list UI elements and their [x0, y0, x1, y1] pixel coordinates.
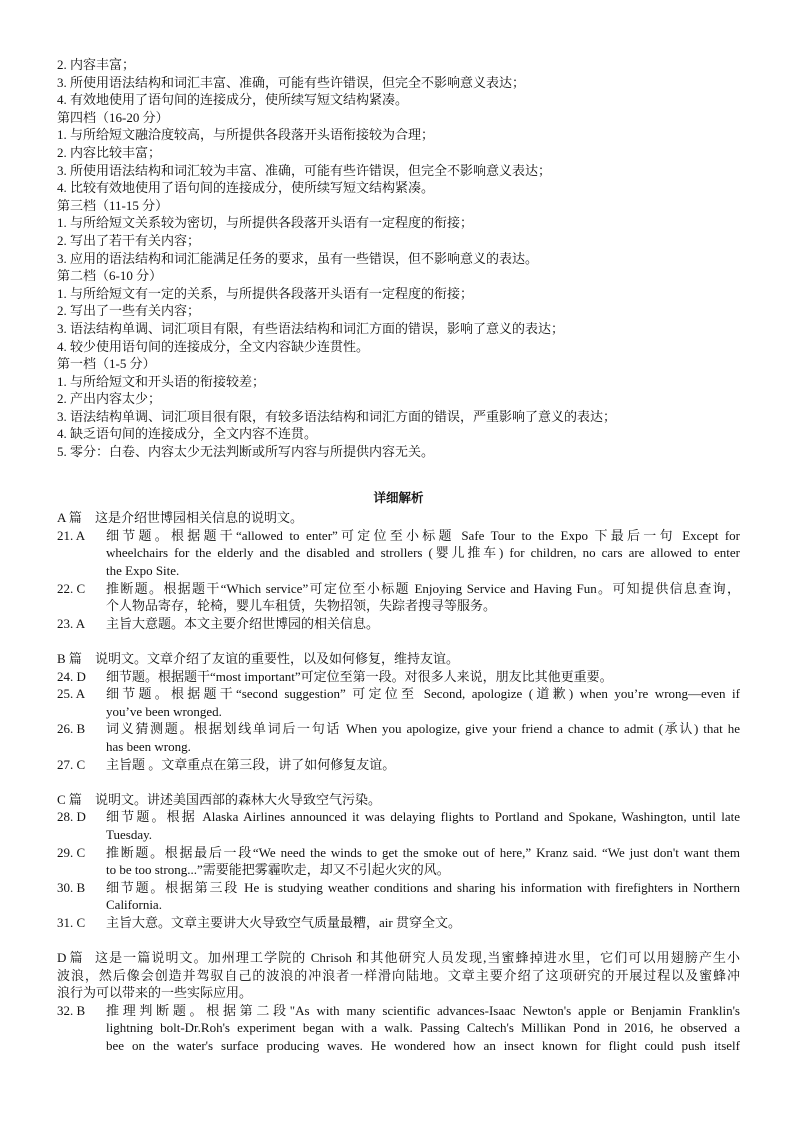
rubric-line: 4. 有效地使用了语句间的连接成分，使所续写短文结构紧凑。: [57, 92, 409, 108]
rubric-line: 2. 写出了若干有关内容；: [57, 232, 201, 248]
rubric-line: 4. 比较有效地使用了语句间的连接成分，使所续写短文结构紧凑。: [57, 180, 435, 196]
rubric-line: 4. 缺乏语句间的连接成分，全文内容不连贯。: [57, 426, 318, 442]
answer-item: [57, 808, 740, 843]
answer-text: California.: [106, 897, 162, 913]
answer-item: [57, 756, 740, 774]
answer-item: [57, 685, 740, 720]
answer-number: 32. B: [57, 1002, 86, 1018]
answer-number: 22. C: [57, 580, 86, 596]
passage-b-intro: [57, 650, 740, 668]
answer-item: [57, 1002, 740, 1055]
rubric-line: 1. 与所给短文融洽度较高，与所提供各段落开头语衔接较为合理；: [57, 127, 435, 143]
rubric-line: 2. 产出内容太少；: [57, 391, 162, 407]
passage-label: A 篇: [57, 510, 82, 526]
answer-item: [57, 844, 740, 879]
rubric-line: 4. 较少使用语句间的连接成分，全文内容缺少连贯性。: [57, 338, 370, 354]
passage-summary: 说明文。讲述美国西部的森林大火导致空气污染。: [95, 791, 382, 807]
rubric-line: 3. 所使用语法结构和词汇较为丰富、准确，可能有些许错误，但完全不影响意义表达；: [57, 162, 552, 178]
rubric-level-heading: 第四档（16-20 分）: [57, 109, 169, 125]
passage-label: C 篇: [57, 791, 82, 807]
answer-number: 27. C: [57, 756, 86, 772]
answer-text: 细节题。根据题干“allowed to enter”可定位至小标题 Safe Tour to the Expo 下最后一句 Except for: [106, 527, 740, 543]
answer-text: 细节题。根据题干“second suggestion” 可定位至 Second, apologize (道歉) when you’re wrong—even if: [106, 686, 740, 702]
answer-text: wheelchairs for the elderly and the disabled and strollers (婴儿推车) for children, no cars are allowed to enter: [106, 545, 740, 561]
answer-text: 主旨大意。文章主要讲大火导致空气质量最糟，air 贯穿全文。: [106, 914, 461, 930]
rubric-line: 1. 与所给短文和开头语的衔接较差；: [57, 373, 266, 389]
passage-label: B 篇: [57, 651, 82, 666]
rubric-line: 1. 与所给短文关系较为密切，与所提供各段落开头语有一定程度的衔接；: [57, 215, 474, 231]
passage-c-intro: [57, 791, 740, 809]
answer-number: 31. C: [57, 914, 86, 930]
passage-summary: 波浪，然后像会创造并驾驭自己的波浪的冲浪者一样滑向陆地。文章主要介绍了这项研究的开展过程以及蜜蜂冲: [57, 967, 740, 983]
answer-number: 30. B: [57, 879, 86, 895]
rubric-level-heading: 第一档（1-5 分）: [57, 356, 156, 372]
rubric-line: 2. 内容比较丰富；: [57, 144, 162, 160]
answer-number: 29. C: [57, 844, 86, 860]
section-title: 详细解析: [373, 489, 424, 505]
answer-item: [57, 527, 740, 580]
answer-number: 28. D: [57, 809, 86, 825]
answer-number: 21. A: [57, 527, 86, 543]
rubric-line: 3. 语法结构单调、词汇项目很有限，有较多语法结构和词汇方面的错误，严重影响了意义的表达；: [57, 408, 617, 424]
answer-text: 推断题。根据题干“Which service”可定位至小标题 Enjoying Service and Having Fun。可知提供信息查询，: [106, 580, 740, 596]
rubric-level-heading: 第三档（11-15 分）: [57, 197, 169, 213]
passage-summary: 浪行为可以带来的一些实际应用。: [57, 985, 253, 1001]
passage-summary: 说明文。文章介绍了友谊的重要性，以及如何修复，维持友谊。: [95, 651, 460, 666]
answer-text: 推理判断题。根据第二段"As with many scientific advances-Isaac Newton's apple or Benjamin Franklin's: [106, 1002, 740, 1018]
answer-text: lightning bolt-Dr.Roh's experiment began with a walk. Passing Caltech's Millikan Pond in 2016, he observed a: [106, 1020, 740, 1036]
answer-text: 细节题。根据第三段 He is studying weather conditions and sharing his information with firefighters in Northern: [106, 879, 740, 895]
answer-text: has been wrong.: [106, 738, 191, 754]
answer-text: you’ve been wronged.: [106, 703, 222, 719]
rubric-line: 2. 内容丰富；: [57, 57, 136, 72]
document-page: [57, 56, 740, 1055]
answer-text: to be too strong...”需要能把雾霾吹走，却又不引起火灾的风。: [106, 862, 450, 878]
passage-summary: 这是一篇说明文。加州理工学院的 Chrisoh 和其他研究人员发现,当蜜蜂掉进水里，它们可以用翅膀产生小: [95, 950, 740, 966]
answer-text: the Expo Site.: [106, 563, 180, 579]
answer-item: [57, 879, 740, 914]
answer-text: 词义猜测题。根据划线单词后一句话 When you apologize, give your friend a chance to admit (承认) that he: [106, 721, 740, 737]
passage-label: D 篇: [57, 950, 83, 966]
answer-item: [57, 720, 740, 755]
rubric-level-heading: 第二档（6-10 分）: [57, 268, 163, 284]
answer-text: bee on the water's surface producing waves. He wondered how an insect known for flight could push itself: [106, 1038, 740, 1054]
answer-text: 个人物品寄存，轮椅，婴儿车租赁，失物招领，失踪者搜寻等服务。: [106, 598, 497, 614]
answer-item: [57, 668, 740, 686]
answer-number: 24. D: [57, 668, 86, 684]
answer-text: 推断题。根据最后一段“We need the winds to get the smoke out of here,” Kranz said. “We just don't want them: [106, 844, 740, 860]
answer-text: 主旨大意题。本文主要介绍世博园的相关信息。: [106, 615, 380, 631]
rubric-line: 3. 应用的语法结构和词汇能满足任务的要求，虽有一些错误，但不影响意义的表达。: [57, 250, 539, 266]
answer-text: Tuesday.: [106, 826, 152, 842]
answer-number: 25. A: [57, 686, 86, 702]
rubric-section: [57, 56, 740, 461]
answer-item: [57, 615, 740, 633]
answer-item: [57, 580, 740, 615]
answer-number: 26. B: [57, 721, 86, 737]
rubric-line: 2. 写出了一些有关内容；: [57, 303, 201, 319]
rubric-line: 3. 所使用语法结构和词汇丰富、准确，可能有些许错误，但完全不影响意义表达；: [57, 74, 526, 90]
answer-text: 细节题。根据 Alaska Airlines announced it was delaying flights to Portland and Spokane, Washington, until late: [106, 809, 740, 825]
passage-d-intro: [57, 949, 740, 967]
rubric-line: 3. 语法结构单调、词汇项目有限，有些语法结构和词汇方面的错误，影响了意义的表达；: [57, 320, 565, 336]
passage-a-intro: [57, 509, 740, 527]
rubric-line: 1. 与所给短文有一定的关系，与所提供各段落开头语有一定程度的衔接；: [57, 285, 474, 301]
answer-item: [57, 914, 740, 932]
answer-text: 主旨题 。文章重点在第三段，讲了如何修复友谊。: [106, 756, 396, 772]
rubric-line: 5. 零分：白卷、内容太少无法判断或所写内容与所提供内容无关。: [57, 444, 435, 460]
answer-text: 细节题。根据题干“most important”可定位至第一段。对很多人来说，朋友比其他更重要。: [106, 668, 613, 684]
passage-summary: 这是介绍世博园相关信息的说明文。: [95, 510, 304, 526]
answer-number: 23. A: [57, 615, 86, 631]
